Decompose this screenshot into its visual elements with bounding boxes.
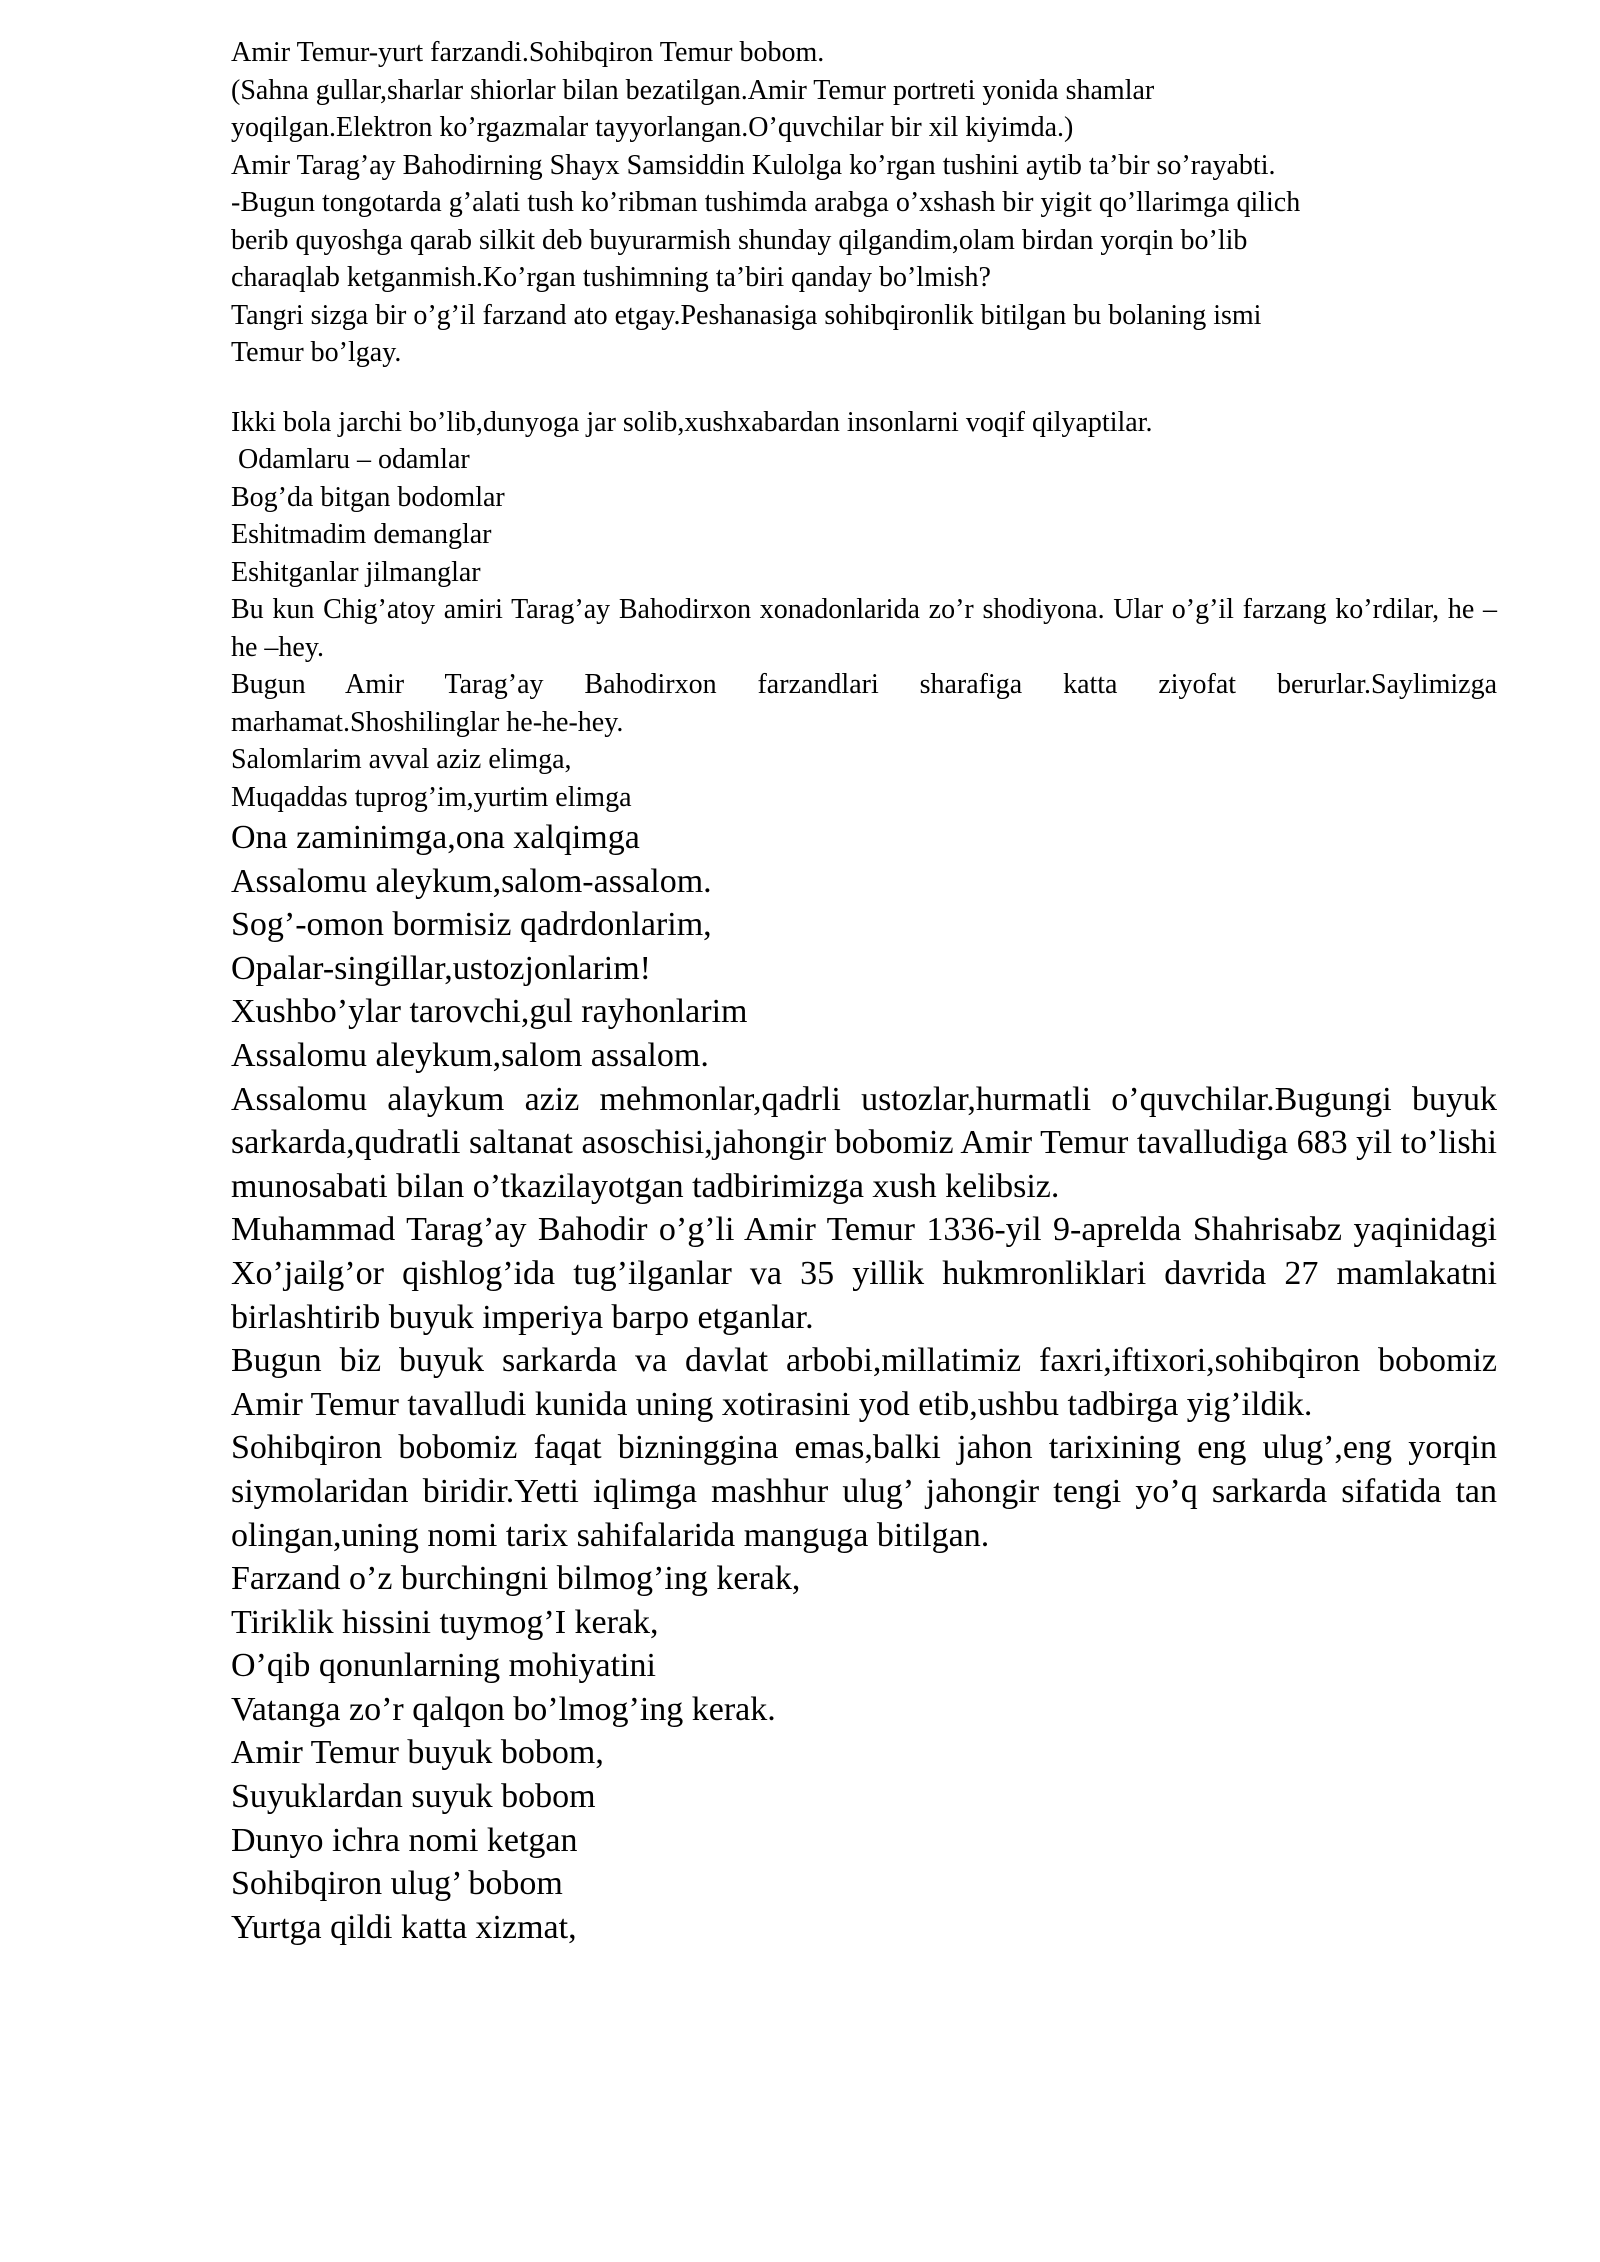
stage-direction-line: (Sahna gullar,sharlar shiorlar bilan bezatilgan.Amir Temur portreti yonida shamlar [231,74,1155,106]
verse-line: Sog’-omon bormisiz qadrdonlarim, [231,906,712,944]
verse-line: Sohibqiron ulug’ bobom [231,1865,563,1903]
text-line: berib quyoshga qarab silkit deb buyurarmish shunday qilgandim,olam birdan yorqin bo’lib [231,224,1248,256]
text-paragraph: Muhammad Tarag’ay Bahodir o’g’li Amir Temur 1336-yil 9-aprelda Shahrisabz yaqinidagi Xo’jailg’or qishlog’ida tug’ilganlar va 35 yillik hukmronliklari davrida 27 mamlakatni birlashtirib buyuk imperiya barpo etganlar. [231,1211,1497,1336]
text-paragraph: Bugun Amir Tarag’ay Bahodirxon farzandlari sharafiga katta ziyofat berurlar.Saylimizga marhamat.Shoshilinglar he-he-hey. [231,669,1497,738]
text-line: Amir Tarag’ay Bahodirning Shayx Samsiddin Kulolga ko’rgan tushini aytib ta’bir so’rayabti. [231,149,1276,181]
doc-title: Amir Temur-yurt farzandi.Sohibqiron Temur bobom. [231,37,825,68]
verse-line: Eshitganlar jilmanglar [231,556,481,588]
verse-line: Xushbo’ylar tarovchi,gul rayhonlarim [231,993,748,1031]
verse-line: Odamlaru – odamlar [231,444,470,475]
text-line: charaqlab ketganmish.Ko’rgan tushimning ta’biri qanday bo’lmish? [231,262,991,293]
verse-line: Salomlarim avval aziz elimga, [231,744,572,775]
text-paragraph: Sohibqiron bobomiz faqat bizninggina emas,balki jahon tarixining eng ulug’,eng yorqin siymolaridan biridir.Yetti iqlimga mashhur ulug’ jahongir tengi yo’q sarkarda sifatida tan olingan,uning nomi tarix sahifalarida manguga bitilgan. [231,1429,1497,1554]
verse-line: Assalomu aleykum,salom-assalom. [231,862,712,900]
verse-line: Eshitmadim demanglar [231,519,492,550]
verse-line: Suyuklardan suyuk bobom [231,1778,596,1816]
verse-line: Muqaddas tuprog’im,yurtim elimga [231,781,632,813]
verse-line: Dunyo ichra nomi ketgan [231,1821,578,1859]
paragraph-gap [231,372,1497,404]
verse-line: Vatanga zo’r qalqon bo’lmog’ing kerak. [231,1690,776,1728]
verse-line: Yurtga qildi katta xizmat, [231,1908,577,1946]
verse-line: Tiriklik hissini tuymog’I kerak, [231,1603,659,1641]
stage-direction-line: yoqilgan.Elektron ko’rgazmalar tayyorlangan.O’quvchilar bir xil kiyimda.) [231,112,1074,143]
text-line: -Bugun tongotarda g’alati tush ko’ribman tushimda arabga o’xshash bir yigit qo’llarimga qilich [231,187,1301,218]
text-line: Tangri sizga bir o’g’il farzand ato etgay.Peshanasiga sohibqironlik bitilgan bu bolaning ismi [231,299,1262,331]
document-page [231,34,1497,1949]
verse-line: Opalar-singillar,ustozjonlarim! [231,949,652,987]
intro-section [231,34,1497,372]
herald-section [231,404,1497,817]
text-paragraph: Bu kun Chig’atoy amiri Tarag’ay Bahodirxon xonadonlarida zo’r shodiyona. Ular o’g’il farzang ko’rdilar, he – he –hey. [231,594,1497,663]
verse-line: Amir Temur buyuk bobom, [231,1734,604,1772]
verse-line: O’qib qonunlarning mohiyatini [231,1647,656,1685]
verse-line: Assalomu aleykum,salom assalom. [231,1036,709,1074]
verse-line: Bog’da bitgan bodomlar [231,481,505,513]
text-paragraph: Assalomu alaykum aziz mehmonlar,qadrli ustozlar,hurmatli o’quvchilar.Bugungi buyuk sarkarda,qudratli saltanat asoschisi,jahongir bobomiz Amir Temur tavalludiga 683 yil to’lishi munosabati bilan o’tkazilayotgan tadbirimizga xush kelibsiz. [231,1080,1497,1205]
greeting-section [231,816,1497,1949]
verse-line: Farzand o’z burchingni bilmog’ing kerak, [231,1560,801,1598]
text-paragraph: Bugun biz buyuk sarkarda va davlat arbobi,millatimiz faxri,iftixori,sohibqiron bobomiz Amir Temur tavalludi kunida uning xotirasini yod etib,ushbu tadbirga yig’ildik. [231,1342,1497,1423]
text-line: Temur bo’lgay. [231,337,402,368]
verse-line: Ona zaminimga,ona xalqimga [231,819,640,856]
text-line: Ikki bola jarchi bo’lib,dunyoga jar solib,xushxabardan insonlarni voqif qilyaptilar. [231,406,1153,438]
